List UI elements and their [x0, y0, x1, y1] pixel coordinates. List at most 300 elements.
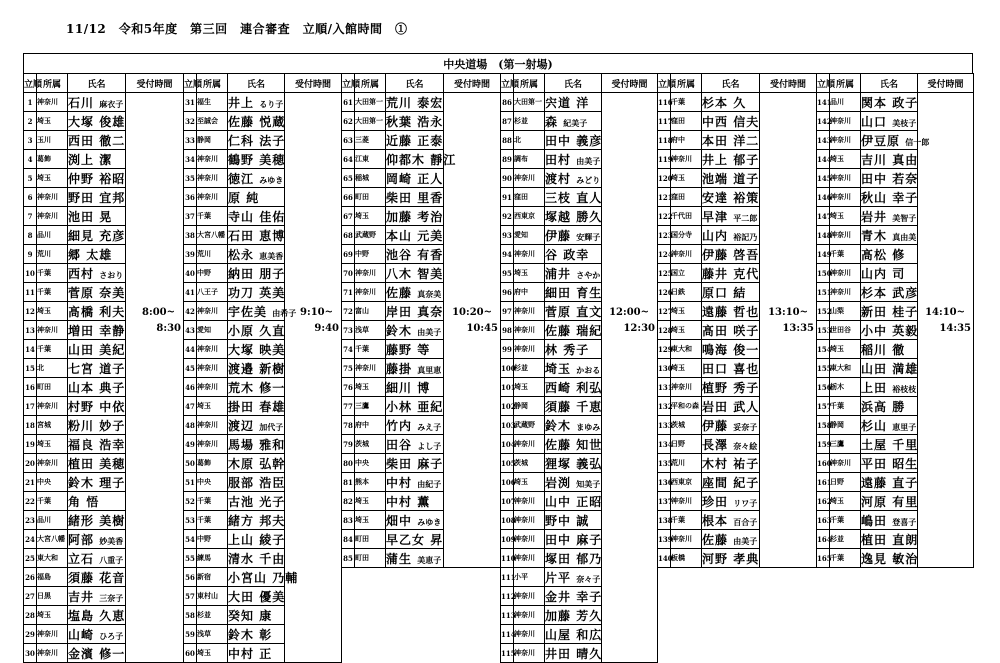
order-number: 43: [184, 321, 197, 340]
affiliation: 中央: [355, 454, 386, 473]
given-name: 靜江: [430, 152, 457, 167]
given-name: 芳久: [576, 608, 603, 623]
affiliation: 千葉: [671, 93, 702, 112]
participant-name: [386, 359, 444, 378]
given-name: 優美: [259, 589, 286, 604]
schedule-block-2: [183, 73, 342, 663]
order-number: 149: [817, 245, 830, 264]
affiliation: 玉川: [37, 131, 68, 150]
participant-name: [545, 625, 602, 644]
given-name: 直人: [576, 190, 603, 205]
column-header: 受付時間: [918, 74, 974, 93]
surname: 柴田: [386, 456, 413, 471]
participant-name: [228, 150, 285, 169]
given-name: 英美: [259, 285, 286, 300]
order-number: 155: [817, 359, 830, 378]
surname: 小宮山: [228, 570, 268, 585]
participant-name: [545, 454, 602, 473]
order-number: 148: [817, 226, 830, 245]
order-number: 10: [24, 264, 37, 283]
participant-name: [861, 150, 918, 169]
order-number: 156: [817, 378, 830, 397]
order-number: 56: [184, 568, 197, 587]
reception-time-end: 9:40: [314, 323, 339, 334]
affiliation: 埼玉: [830, 492, 861, 511]
given-name: 洋二: [733, 133, 760, 148]
affiliation: 荒川: [197, 245, 228, 264]
given-name: 麻子: [417, 456, 444, 471]
affiliation: 神奈川: [671, 150, 702, 169]
order-number: 32: [184, 112, 197, 131]
surname: 立石: [68, 551, 95, 566]
given-name: 百合子: [733, 516, 758, 527]
participant-name: [228, 302, 297, 321]
participant-name: [702, 397, 760, 416]
participant-name: [228, 473, 285, 492]
affiliation: 国分寺: [671, 226, 702, 245]
column-header: 受付時間: [285, 74, 342, 93]
order-number: 63: [342, 131, 355, 150]
surname: 安達: [702, 190, 729, 205]
participant-name: [545, 606, 602, 625]
surname: 岸田: [386, 304, 413, 319]
order-number: 16: [24, 378, 37, 397]
affiliation: 府中: [671, 131, 702, 150]
given-name: 信一郎: [905, 136, 930, 147]
participant-name: [702, 473, 760, 492]
participant-name: [68, 435, 126, 454]
given-name: 和広: [576, 627, 603, 642]
order-number: 50: [184, 454, 197, 473]
surname: 佐藤: [702, 532, 729, 547]
surname: 井上: [702, 152, 729, 167]
column-header: 所属: [514, 74, 545, 93]
affiliation: 神奈川: [37, 397, 68, 416]
affiliation: 三鷹: [830, 435, 861, 454]
order-number: 24: [24, 530, 37, 549]
given-name: みえ子: [417, 421, 442, 432]
given-name: 考治: [417, 209, 444, 224]
affiliation: 北: [514, 131, 545, 150]
given-name: かおる: [576, 364, 601, 375]
order-number: 95: [501, 264, 514, 283]
affiliation: 埼玉: [37, 606, 68, 625]
participant-name: [545, 511, 602, 530]
surname: 岩田: [702, 399, 729, 414]
given-name: 智美: [417, 266, 444, 281]
participant-name: [545, 435, 602, 454]
participant-name: [861, 473, 918, 492]
surname: 服部: [228, 475, 255, 490]
affiliation: 千葉: [830, 245, 861, 264]
given-name: 真奈美: [417, 288, 442, 299]
affiliation: 埼玉: [830, 207, 861, 226]
given-name: 理子: [99, 475, 126, 490]
affiliation: 神奈川: [671, 378, 702, 397]
participant-name: [386, 340, 444, 359]
participant-name: [386, 492, 444, 511]
surname: 田口: [702, 361, 729, 376]
order-number: 71: [342, 283, 355, 302]
surname: 岩井: [861, 209, 888, 224]
affiliation: 茨城: [671, 416, 702, 435]
order-number: 75: [342, 359, 355, 378]
affiliation: 東大和: [671, 340, 702, 359]
given-name: 綾子: [259, 532, 286, 547]
participant-name: [702, 359, 760, 378]
affiliation: 埼玉: [37, 112, 68, 131]
order-number: 103: [501, 416, 514, 435]
given-name: 邦夫: [259, 513, 286, 528]
venue-banner: [23, 53, 973, 73]
affiliation: 神奈川: [671, 492, 702, 511]
given-name: みゆき: [259, 174, 284, 185]
participant-name: [228, 397, 285, 416]
given-name: 裕策: [733, 190, 760, 205]
given-name: 勝久: [576, 209, 603, 224]
order-number: 7: [24, 207, 37, 226]
order-number: 98: [501, 321, 514, 340]
affiliation: 神奈川: [830, 188, 861, 207]
order-number: 68: [342, 226, 355, 245]
given-name: 孝典: [733, 551, 760, 566]
affiliation: 静岡: [197, 131, 228, 150]
participant-name: [545, 302, 602, 321]
surname: 吉川: [861, 152, 888, 167]
surname: 小原: [228, 323, 255, 338]
given-name: 郁子: [733, 152, 760, 167]
venue-title: 中央道場 (第一射場): [443, 58, 553, 71]
given-name: 桂子: [892, 304, 919, 319]
given-name: 瑞紀: [576, 323, 603, 338]
given-name: 若奈: [892, 171, 919, 186]
given-name: 奈美: [99, 285, 126, 300]
participant-name: [68, 378, 126, 397]
column-header: 氏名: [861, 74, 918, 93]
affiliation: 神奈川: [197, 359, 228, 378]
participant-name: [68, 606, 126, 625]
participant-name: [861, 188, 918, 207]
participant-name: [545, 568, 602, 587]
given-name: 有香: [417, 247, 444, 262]
affiliation: 埼玉: [355, 511, 386, 530]
order-number: 80: [342, 454, 355, 473]
surname: 河原: [861, 494, 888, 509]
participant-name: [228, 587, 285, 606]
table-row: [658, 93, 817, 112]
participant-name: [702, 321, 760, 340]
order-number: 2: [24, 112, 37, 131]
order-number: 78: [342, 416, 355, 435]
order-number: 127: [658, 302, 671, 321]
participant-name: [861, 283, 918, 302]
participant-name: [386, 435, 444, 454]
surname: 塚越: [545, 209, 572, 224]
surname: 馬場: [228, 437, 255, 452]
affiliation: 千葉: [37, 340, 68, 359]
order-number: 123: [658, 226, 671, 245]
participant-name: [545, 283, 602, 302]
order-number: 107: [501, 492, 514, 511]
schedule-block-1: [23, 73, 184, 663]
order-number: 130: [658, 359, 671, 378]
affiliation: 葛飾: [197, 454, 228, 473]
order-number: 48: [184, 416, 197, 435]
surname: 徳江: [228, 171, 255, 186]
affiliation: 日野: [671, 435, 702, 454]
header-row: [658, 74, 817, 93]
given-name: 誠: [576, 513, 590, 528]
given-name: 克代: [733, 266, 760, 281]
affiliation: 埼玉: [671, 359, 702, 378]
order-number: 121: [658, 188, 671, 207]
order-number: 91: [501, 188, 514, 207]
surname: 宍道: [545, 95, 572, 110]
surname: 座間: [702, 475, 729, 490]
affiliation: 神奈川: [197, 416, 228, 435]
given-name: 久直: [259, 323, 286, 338]
given-name: 浩永: [417, 114, 444, 129]
participant-name: [68, 625, 126, 644]
participant-name: [545, 93, 602, 112]
given-name: 秀子: [733, 380, 760, 395]
affiliation: 神奈川: [37, 207, 68, 226]
order-number: 59: [184, 625, 197, 644]
order-number: 79: [342, 435, 355, 454]
participant-name: [386, 511, 444, 530]
column-header: 氏名: [68, 74, 126, 93]
participant-name: [702, 264, 760, 283]
surname: 植田: [861, 532, 888, 547]
participant-name: [861, 264, 918, 283]
affiliation: 神奈川: [514, 511, 545, 530]
order-number: 150: [817, 264, 830, 283]
given-name: まゆみ: [576, 421, 601, 432]
affiliation: 神奈川: [514, 492, 545, 511]
order-number: 140: [658, 549, 671, 568]
affiliation: 平和の森: [671, 397, 702, 416]
surname: 珍田: [702, 494, 729, 509]
participant-name: [702, 245, 760, 264]
header-row: [817, 74, 974, 93]
reception-time: [760, 93, 817, 568]
affiliation: 神奈川: [197, 378, 228, 397]
order-number: 34: [184, 150, 197, 169]
participant-name: [386, 226, 444, 245]
surname: 佐藤: [386, 285, 413, 300]
surname: 浦井: [545, 266, 572, 281]
given-name: 真里恵: [417, 364, 442, 375]
surname: 菅原: [545, 304, 572, 319]
order-number: 145: [817, 169, 830, 188]
column-header: 所属: [830, 74, 861, 93]
participant-name: [861, 549, 918, 568]
surname: 畑中: [386, 513, 413, 528]
given-name: 法子: [259, 133, 286, 148]
affiliation: 府中: [514, 283, 545, 302]
order-number: 31: [184, 93, 197, 112]
order-number: 120: [658, 169, 671, 188]
given-name: 恵里子: [892, 421, 917, 432]
order-number: 92: [501, 207, 514, 226]
order-number: 129: [658, 340, 671, 359]
surname: 杉山: [861, 418, 888, 433]
affiliation: 千葉: [355, 340, 386, 359]
order-number: 54: [184, 530, 197, 549]
participant-name: [228, 264, 285, 283]
participant-name: [545, 587, 602, 606]
surname: 植田: [68, 456, 95, 471]
reception-time-end: 12:30: [623, 323, 655, 334]
participant-name: [545, 549, 602, 568]
order-number: 83: [342, 511, 355, 530]
given-name: 敏治: [892, 551, 919, 566]
affiliation: 宮城: [37, 416, 68, 435]
participant-name: [228, 568, 299, 587]
order-number: 37: [184, 207, 197, 226]
reception-time: [444, 93, 501, 568]
given-name: 中依: [99, 399, 126, 414]
reception-time-end: 13:35: [782, 323, 814, 334]
surname: 山内: [861, 266, 888, 281]
order-number: 152: [817, 302, 830, 321]
affiliation: 浅草: [355, 321, 386, 340]
order-number: 26: [24, 568, 37, 587]
given-name: 美穂: [99, 456, 126, 471]
affiliation: 千葉: [197, 511, 228, 530]
participant-name: [545, 245, 602, 264]
column-header: 立順: [658, 74, 671, 93]
order-number: 76: [342, 378, 355, 397]
order-number: 111: [501, 568, 514, 587]
given-name: 千由: [259, 551, 286, 566]
given-name: 祐子: [733, 456, 760, 471]
affiliation: 調布: [514, 150, 545, 169]
participant-name: [68, 492, 126, 511]
affiliation: 窪田: [671, 112, 702, 131]
affiliation: 埼玉: [197, 397, 228, 416]
order-number: 35: [184, 169, 197, 188]
order-number: 143: [817, 131, 830, 150]
affiliation: 神奈川: [197, 435, 228, 454]
surname: 森: [545, 114, 559, 129]
column-header: 所属: [37, 74, 68, 93]
order-number: 72: [342, 302, 355, 321]
order-number: 44: [184, 340, 197, 359]
surname: 鳴海: [702, 342, 729, 357]
surname: 池端: [702, 171, 729, 186]
surname: 清水: [228, 551, 255, 566]
surname: 大塚: [228, 342, 255, 357]
participant-name: [68, 454, 126, 473]
order-number: 64: [342, 150, 355, 169]
participant-name: [702, 378, 760, 397]
order-number: 89: [501, 150, 514, 169]
given-name: 俊一: [733, 342, 760, 357]
participant-name: [861, 511, 918, 530]
order-number: 84: [342, 530, 355, 549]
surname: 原口: [702, 285, 729, 300]
given-name: 千恵: [576, 399, 603, 414]
order-number: 11: [24, 283, 37, 302]
column-header: 所属: [671, 74, 702, 93]
surname: 阿部: [68, 532, 95, 547]
order-number: 144: [817, 150, 830, 169]
given-name: 悦蔵: [259, 114, 286, 129]
order-number: 102: [501, 397, 514, 416]
order-number: 57: [184, 587, 197, 606]
surname: 細川: [386, 380, 413, 395]
affiliation: 千葉: [37, 492, 68, 511]
given-name: 純: [246, 190, 260, 205]
given-name: 直朗: [892, 532, 919, 547]
participant-name: [228, 530, 285, 549]
given-name: 美恵子: [417, 554, 442, 565]
given-name: 映美: [259, 342, 286, 357]
given-name: 宜邦: [99, 190, 126, 205]
given-name: 薫: [417, 494, 431, 509]
order-number: 157: [817, 397, 830, 416]
order-number: 36: [184, 188, 197, 207]
surname: 秋山: [861, 190, 888, 205]
given-name: 徹二: [99, 133, 126, 148]
order-number: 117: [658, 112, 671, 131]
participant-name: [861, 321, 918, 340]
order-number: 74: [342, 340, 355, 359]
order-number: 147: [817, 207, 830, 226]
affiliation: 日黒: [37, 587, 68, 606]
affiliation: 神奈川: [197, 340, 228, 359]
affiliation: 神奈川: [671, 245, 702, 264]
surname: 根本: [702, 513, 729, 528]
surname: 渡邉: [228, 361, 255, 376]
affiliation: 茨城: [514, 454, 545, 473]
surname: 中村: [386, 475, 413, 490]
surname: 仰都木: [386, 152, 426, 167]
given-name: 千里: [892, 437, 919, 452]
surname: 吉井: [68, 589, 95, 604]
order-number: 38: [184, 226, 197, 245]
affiliation: 神奈川: [37, 625, 68, 644]
reception-time: [602, 93, 658, 663]
given-name: 美樹: [99, 513, 126, 528]
affiliation: 神奈川: [197, 150, 228, 169]
participant-name: [545, 226, 602, 245]
surname: 大塚: [68, 114, 95, 129]
affiliation: 神奈川: [514, 302, 545, 321]
participant-name: [702, 283, 760, 302]
participant-name: [702, 131, 760, 150]
header-row: [184, 74, 342, 93]
given-name: 奈々絵: [733, 440, 758, 451]
order-number: 12: [24, 302, 37, 321]
surname: 石田: [228, 228, 255, 243]
column-header: 立順: [342, 74, 355, 93]
order-number: 160: [817, 454, 830, 473]
given-name: 幸静: [99, 323, 126, 338]
participant-name: [68, 131, 126, 150]
given-name: 裕記乃: [733, 231, 758, 242]
participant-name: [702, 492, 760, 511]
affiliation: 三鷹: [355, 397, 386, 416]
participant-name: [386, 397, 444, 416]
surname: 伊豆原: [861, 133, 901, 148]
surname: 緒方: [228, 513, 255, 528]
participant-name: [386, 93, 444, 112]
order-number: 87: [501, 112, 514, 131]
participant-name: [386, 416, 444, 435]
surname: 中村: [386, 494, 413, 509]
